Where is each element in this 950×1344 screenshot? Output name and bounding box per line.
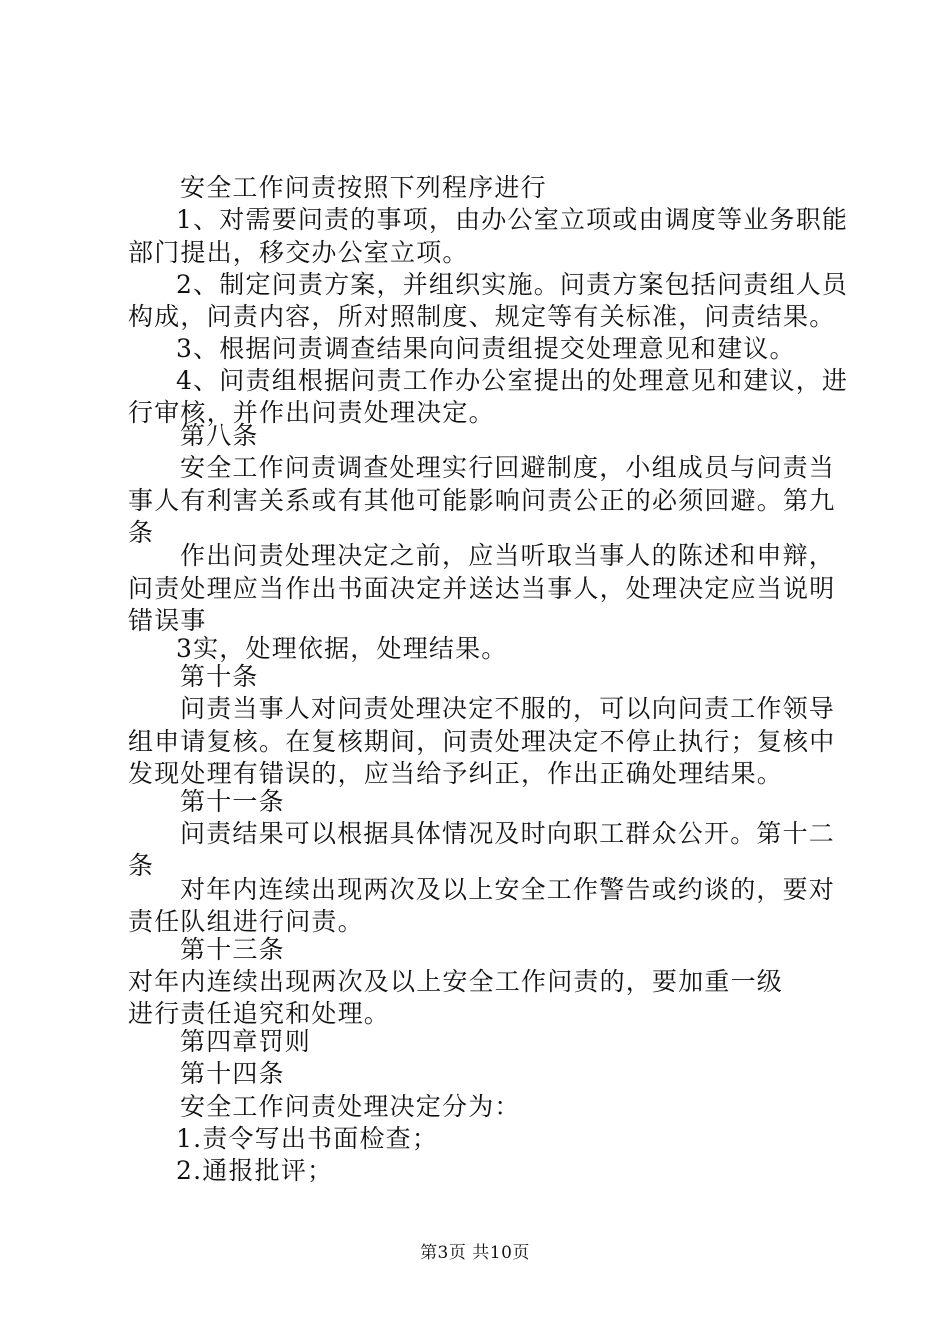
text-line: 安全工作问责处理决定分为： [180,1092,521,1121]
article-heading: 第十一条 [180,787,285,816]
page-footer: 第3页 共10页 [420,1243,530,1263]
text-line: 条 [128,851,155,880]
text-line: 错误事 [128,606,207,635]
list-item: 2.通报批评； [176,1156,334,1185]
text-line: 部门提出，移交办公室立项。 [128,238,469,267]
text-line: 事人有利害关系或有其他可能影响问责公正的必须回避。第九 [128,486,836,515]
article-heading: 第十条 [180,662,259,691]
text-line: 条 [128,518,155,547]
article-heading: 第八条 [180,421,259,450]
text-line: 1、对需要问责的事项，由办公室立项或由调度等业务职能 [176,205,849,234]
article-heading: 第十四条 [180,1059,285,1088]
text-line: 组申请复核。在复核期间，问责处理决定不停止执行；复核中 [128,727,836,756]
text-line: 责任队组进行问责。 [128,907,364,936]
text-line: 问责结果可以根据具体情况及时向职工群众公开。第十二 [180,819,836,848]
text-line: 进行责任追究和处理。 [128,999,391,1028]
text-line: 4、问责组根据问责工作办公室提出的处理意见和建议，进 [176,366,849,395]
text-line: 安全工作问责调查处理实行回避制度，小组成员与问责当 [180,453,836,482]
text-line: 2、制定问责方案，并组织实施。问责方案包括问责组人员 [176,270,849,299]
text-line: 对年内连续出现两次及以上安全工作警告或约谈的，要对 [180,875,836,904]
text-line: 行审核，并作出问责处理决定。 [128,398,495,427]
text-line: 问责当事人对问责处理决定不服的，可以向问责工作领导 [180,694,836,723]
text-line: 问责处理应当作出书面决定并送达当事人，处理决定应当说明 [128,574,836,603]
text-line: 发现处理有错误的，应当给予纠正，作出正确处理结果。 [128,759,784,788]
chapter-heading: 第四章罚则 [180,1027,312,1056]
text-line: 3实，处理依据，处理结果。 [176,634,508,663]
text-line: 对年内连续出现两次及以上安全工作问责的，要加重一级 [128,967,784,996]
text-line: 作出问责处理决定之前，应当听取当事人的陈述和申辩， [180,541,836,570]
article-heading: 第十三条 [180,935,285,964]
list-item: 1.责令写出书面检查； [176,1124,439,1153]
text-line: 构成，问责内容，所对照制度、规定等有关标准，问责结果。 [128,302,836,331]
text-line: 安全工作问责按照下列程序进行 [180,173,547,202]
text-line: 3、根据问责调查结果向问责组提交处理意见和建议。 [176,334,796,363]
